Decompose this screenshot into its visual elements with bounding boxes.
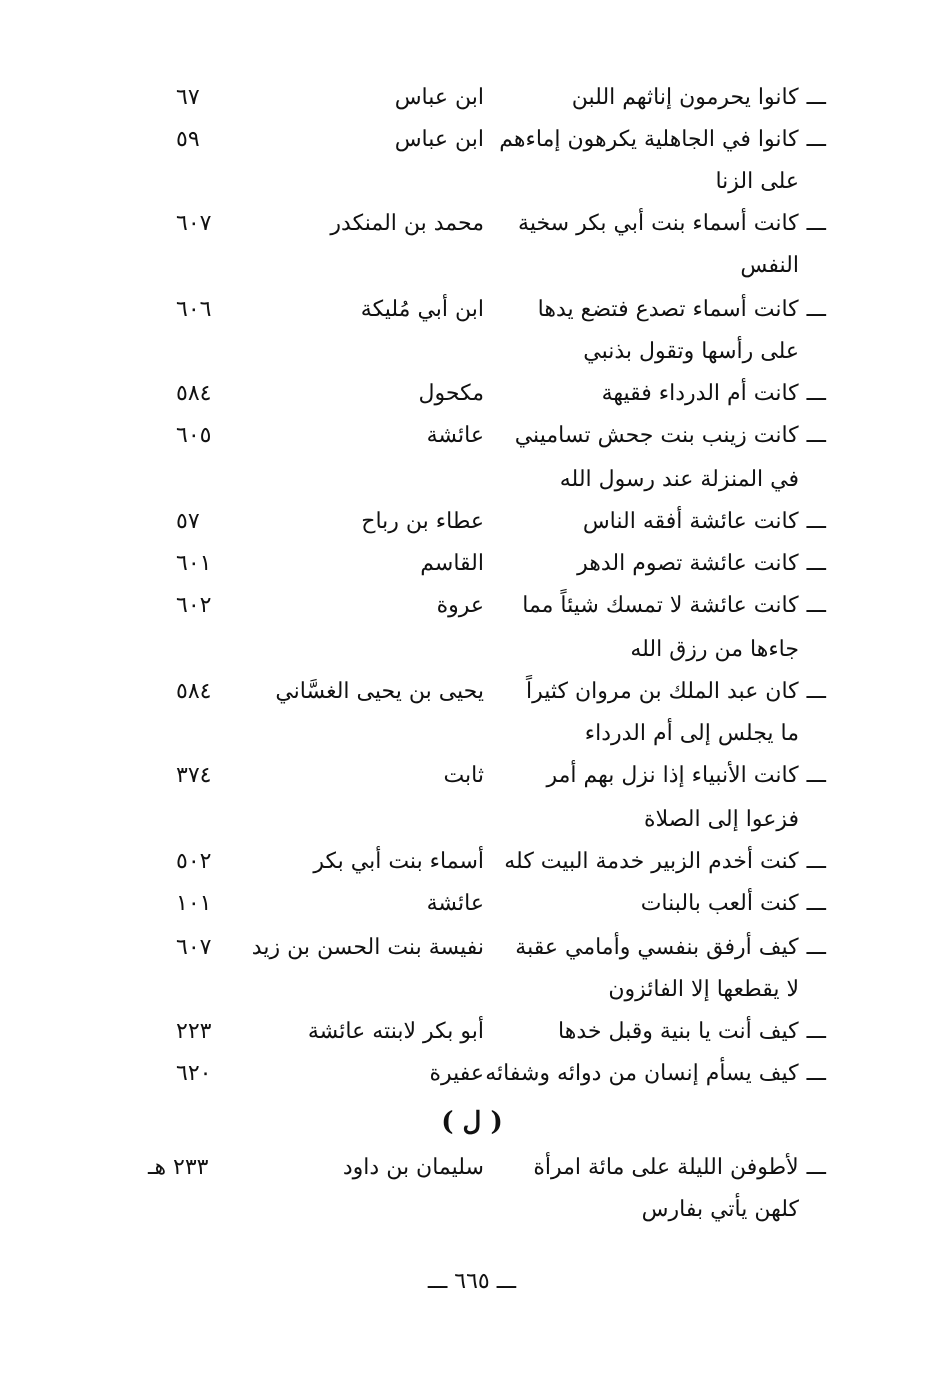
entry-page-number: ٦٠٧ — [176, 935, 212, 960]
entry-page-number: ٦٠٦ — [176, 297, 212, 322]
entry-text: كانت الأنبياء إذا نزل بهم أمر — [546, 763, 799, 788]
entry-text: كانت أم الدرداء فقيهة — [601, 381, 799, 406]
entry-page-number: ٦٠٧ — [176, 211, 212, 236]
entry-text: كانت أسماء بنت أبي بكر سخية — [518, 211, 799, 236]
entry-text: كنت أخدم الزبير خدمة البيت كله — [504, 849, 799, 874]
entry-page-number: ٥٧ — [176, 509, 200, 534]
index-entry — [0, 78, 944, 118]
index-entry — [0, 544, 944, 584]
entry-text: كانوا يحرمون إناثهم اللبن — [571, 85, 799, 110]
entry-text: كانت عائشة تصوم الدهر — [577, 551, 799, 576]
entry-dash: ـــ — [806, 127, 826, 152]
entry-page-number: ٦٠٢ — [176, 593, 212, 618]
entry-dash: ـــ — [806, 211, 826, 236]
entry-narrator: عفيرة — [429, 1061, 484, 1086]
index-entry-continuation — [0, 970, 944, 1010]
entry-narrator: مكحول — [418, 381, 484, 406]
entry-continuation: على رأسها وتقول بذنبي — [583, 339, 799, 364]
index-entry — [0, 290, 944, 330]
entry-page-number: ٥٠٢ — [176, 849, 212, 874]
entry-text: كنت ألعب بالبنات — [640, 891, 799, 916]
entry-dash: ـــ — [806, 423, 826, 448]
entry-page-number: ٦٠٥ — [176, 423, 212, 448]
entry-continuation: جاءها من رزق الله — [630, 637, 799, 662]
entry-text: كانت زينب بنت جحش تساميني — [514, 423, 799, 448]
entry-text: كيف أنت يا بنية وقبل خدها — [558, 1019, 799, 1044]
entry-narrator: نفيسة بنت الحسن بن زيد — [251, 935, 484, 960]
entry-continuation: ما يجلس إلى أم الدرداء — [584, 721, 799, 746]
entry-text: كانت عائشة لا تمسك شيئاً مما — [522, 593, 799, 618]
section-letter-heading: ( ل ) — [441, 1107, 503, 1137]
entry-page-number: ٦٢٠ — [176, 1061, 212, 1086]
entry-narrator: ابن عباس — [394, 85, 484, 110]
entry-narrator: عائشة — [426, 423, 484, 448]
index-entry — [0, 374, 944, 414]
index-entry-continuation — [0, 1190, 944, 1230]
entry-page-number: ٣٧٤ — [176, 763, 212, 788]
entry-dash: ـــ — [806, 1019, 826, 1044]
index-entry — [0, 1054, 944, 1094]
entry-dash: ـــ — [806, 1155, 826, 1180]
entry-narrator: ابن عباس — [394, 127, 484, 152]
index-entry-continuation — [0, 246, 944, 286]
entry-dash: ـــ — [806, 1061, 826, 1086]
entry-text: لأطوفن الليلة على مائة امرأة — [533, 1155, 799, 1180]
entry-continuation: النفس — [740, 253, 799, 278]
index-entry — [0, 1012, 944, 1052]
entry-continuation: لا يقطعها إلا الفائزون — [608, 977, 799, 1002]
entry-dash: ـــ — [806, 849, 826, 874]
index-entry-continuation — [0, 714, 944, 754]
entry-narrator: القاسم — [420, 551, 484, 576]
page-number-footer: ـــ ٦٦٥ ـــ — [427, 1269, 517, 1294]
index-entry — [0, 416, 944, 456]
entry-narrator: ثابت — [443, 763, 484, 788]
entry-text: كيف أرفق بنفسي وأمامي عقبة — [515, 935, 799, 960]
index-entry-continuation — [0, 332, 944, 372]
entry-narrator: محمد بن المنكدر — [330, 211, 484, 236]
entry-page-number: ٥٨٤ — [176, 679, 212, 704]
entry-dash: ـــ — [806, 891, 826, 916]
entry-continuation: في المنزلة عند رسول الله — [559, 467, 799, 492]
entry-page-number: ٢٢٣ — [176, 1019, 212, 1044]
entry-dash: ـــ — [806, 381, 826, 406]
entry-narrator: أبو بكر لابنته عائشة — [307, 1019, 484, 1044]
entry-narrator: أسماء بنت أبي بكر — [313, 849, 484, 874]
entry-dash: ـــ — [806, 85, 826, 110]
entry-page-number: ٢٣٣ هـ — [148, 1155, 209, 1180]
index-entry — [0, 884, 944, 924]
entry-page-number: ١٠١ — [176, 891, 212, 916]
entry-narrator: عائشة — [426, 891, 484, 916]
index-entry-continuation — [0, 630, 944, 670]
entry-dash: ـــ — [806, 297, 826, 322]
entry-page-number: ٥٩ — [176, 127, 200, 152]
index-entry — [0, 1148, 944, 1188]
index-entry — [0, 928, 944, 968]
entry-text: كانت أسماء تصدع فتضع يدها — [537, 297, 799, 322]
entry-dash: ـــ — [806, 551, 826, 576]
entry-dash: ـــ — [806, 509, 826, 534]
entry-page-number: ٥٨٤ — [176, 381, 212, 406]
entry-narrator: عروة — [436, 593, 484, 618]
index-entry-continuation — [0, 162, 944, 202]
index-entry — [0, 586, 944, 626]
entry-dash: ـــ — [806, 763, 826, 788]
index-entry — [0, 120, 944, 160]
entry-text: كان عبد الملك بن مروان كثيراً — [525, 679, 799, 704]
entry-dash: ـــ — [806, 935, 826, 960]
entry-text: كانت عائشة أفقه الناس — [582, 509, 799, 534]
entry-continuation: كلهن يأتي بفارس — [641, 1197, 799, 1222]
entry-narrator: سليمان بن داود — [342, 1155, 484, 1180]
entry-narrator: يحيى بن يحيى الغسَّاني — [275, 679, 484, 704]
entry-text: كيف يسأم إنسان من دوائه وشفائه — [485, 1061, 799, 1086]
entry-narrator: عطاء بن رباح — [361, 509, 484, 534]
index-entry — [0, 502, 944, 542]
index-entry-continuation — [0, 460, 944, 500]
index-entry — [0, 842, 944, 882]
entry-page-number: ٦٧ — [176, 85, 200, 110]
entry-text: كانوا في الجاهلية يكرهون إماءهم — [499, 127, 799, 152]
entry-narrator: ابن أبي مُليكة — [360, 297, 484, 322]
entry-page-number: ٦٠١ — [176, 551, 212, 576]
index-entry — [0, 672, 944, 712]
index-entry — [0, 204, 944, 244]
entry-continuation: على الزنا — [715, 169, 799, 194]
index-entry-continuation — [0, 800, 944, 840]
entry-dash: ـــ — [806, 679, 826, 704]
entry-continuation: فزعوا إلى الصلاة — [644, 807, 799, 832]
index-entry — [0, 756, 944, 796]
entry-dash: ـــ — [806, 593, 826, 618]
